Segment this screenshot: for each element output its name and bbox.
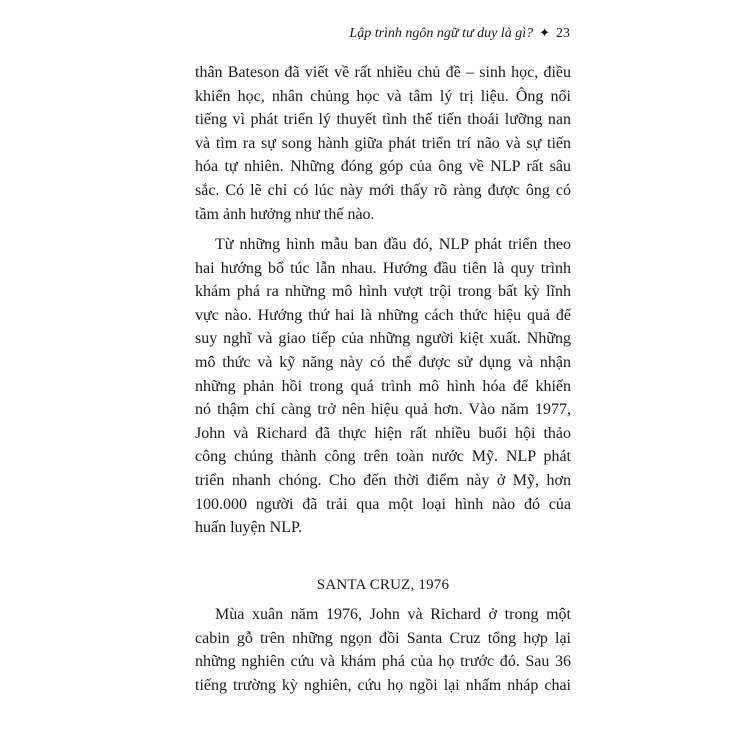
text-line: John và Richard đã thực hiện rất nhiều buổi hội thảo (195, 424, 571, 442)
text-line: sắc. Có lẽ chỉ có lúc này mới thấy rõ ràng được ông có (195, 181, 571, 199)
text-line: Từ những hình mẫu ban đầu đó, NLP phát triển theo (215, 236, 571, 253)
page-number: 23 (556, 26, 570, 41)
text-line: những nghiên cứu và khám phá của họ trước đó. Sau 36 (195, 653, 571, 671)
paragraph-1 (195, 61, 571, 226)
text-line: công chúng thành công trên toàn nước Mỹ. NLP phát (195, 448, 571, 466)
chapter-title: Lập trình ngôn ngữ tư duy là gì? (349, 26, 534, 41)
running-header (349, 24, 570, 43)
text-line: vực nào. Hướng thứ hai là những cách thức hiệu quả để (195, 306, 571, 324)
section-heading: SANTA CRUZ, 1976 (316, 577, 450, 593)
text-line: huấn luyện NLP. (195, 519, 303, 537)
text-line: tiếng trường kỳ nghiên, cứu họ ngồi lại nhấm nháp chai (195, 676, 571, 694)
separator-icon: ✦ (539, 25, 550, 40)
text-line: hai hướng bổ túc lẫn nhau. Hướng đầu tiên là quy trình (195, 259, 571, 277)
text-line: 100.000 người đã trải qua một loại hình nào đó của (195, 495, 571, 513)
text-line: và tìm ra sự song hành giữa phát triển trí não và sự tiến (195, 134, 571, 152)
paragraph-2 (195, 233, 571, 540)
text-line: triển nhanh chóng. Cho đến thời điểm này ở Mỹ, hơn (195, 471, 571, 489)
text-line: tiếng vì phát triển lý thuyết tình thế tiến thoái lưỡng nan (195, 111, 571, 129)
text-line: mô thức và kỹ năng này có thể được sử dụng và nhận (195, 353, 571, 371)
text-line: khiển học, nhân chủng học và tâm lý trị liệu. Ông nổi (195, 87, 571, 105)
text-line: thân Bateson đã viết về rất nhiều chủ đề – sinh học, điều (195, 64, 571, 81)
text-line: nó thậm chí càng trở nên hiệu quả hơn. Vào năm 1977, (195, 401, 571, 419)
text-line: cabin gỗ trên những ngọn đồi Santa Cruz tổng hợp lại (195, 629, 571, 647)
text-line: Mùa xuân năm 1976, John và Richard ở trong một (215, 606, 571, 623)
text-line: hóa tự nhiên. Những đóng góp của ông về NLP rất sâu (195, 158, 571, 176)
text-line: suy nghĩ và giao tiếp của những người kiệt xuất. Những (195, 330, 571, 348)
text-line: những phản hồi trong quá trình mô hình hóa để khiến (195, 377, 571, 395)
paragraph-3 (195, 603, 571, 697)
text-line: khám phá ra những mô hình vượt trội trong bất kỳ lĩnh (195, 283, 571, 301)
text-line: tầm ảnh hưởng như thế nào. (195, 205, 375, 223)
